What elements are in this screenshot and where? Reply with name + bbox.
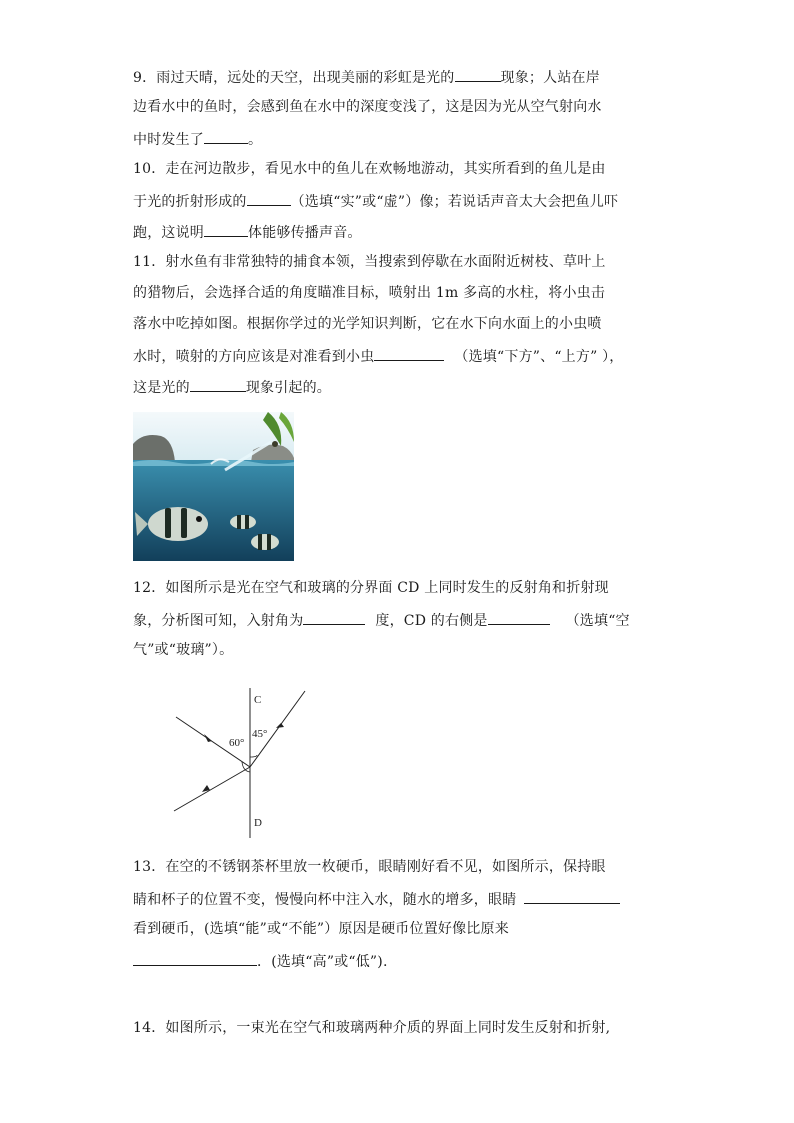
- angle-label-60: 60°: [229, 737, 245, 749]
- refraction-diagram: [168, 683, 318, 843]
- answer-blank[interactable]: [455, 66, 501, 82]
- q13-line-1: 13．在空的不锈钢茶杯里放一枚硬币，眼睛刚好看不见，如图所示，保持眼: [133, 859, 606, 875]
- q14-line-1: 14．如图所示，一束光在空气和玻璃两种介质的界面上同时发生反射和折射,: [133, 1020, 611, 1036]
- label-d: D: [254, 817, 262, 829]
- arrow-icon: [276, 723, 284, 728]
- answer-blank[interactable]: [374, 345, 444, 361]
- angle-label-45: 45°: [252, 728, 268, 740]
- answer-blank[interactable]: [524, 888, 620, 904]
- answer-blank[interactable]: [190, 376, 246, 392]
- fish-icon: [230, 515, 256, 529]
- q11-line-1: 11．射水鱼有非常独特的捕食本领，当搜索到停歇在水面附近树枝、草叶上: [133, 254, 606, 270]
- angle-arc: [250, 755, 257, 757]
- q9-line-3: 中时发生了 。: [133, 128, 262, 150]
- q13-line-2: 睛和杯子的位置不变，慢慢向杯中注入水，随水的增多，眼睛: [133, 888, 620, 910]
- q12-line-2: 象，分析图可知，入射角为 度，CD 的右侧是 （选填“空: [133, 609, 630, 631]
- q12-line-1: 12．如图所示是光在空气和玻璃的分界面 CD 上同时发生的反射角和折射现: [133, 580, 609, 596]
- q11-line-4: 水时，喷射的方向应该是对准看到小虫 （选填“下方”、“上方” ），: [133, 345, 624, 367]
- q10-line-2: 于光的折射形成的 （选填“实”或“虚”）像；若说话声音太大会把鱼儿吓: [133, 190, 618, 212]
- answer-blank[interactable]: [133, 950, 257, 966]
- answer-blank[interactable]: [204, 128, 248, 144]
- insect-icon: [272, 441, 278, 447]
- q12-line-3: 气”或“玻璃”）。: [133, 642, 234, 658]
- answer-blank[interactable]: [303, 609, 365, 625]
- ray-lower-left: [174, 767, 250, 811]
- q9-line-2: 边看水中的鱼时，会感到鱼在水中的深度变浅了，这是因为光从空气射向水: [133, 99, 602, 115]
- q13-line-3: 看到硬币，(选填“能”或“不能”）原因是硬币位置好像比原来: [133, 921, 509, 937]
- answer-blank[interactable]: [247, 190, 291, 206]
- archerfish-illustration: [133, 412, 294, 561]
- arrow-icon: [204, 734, 212, 742]
- q10-line-1: 10．走在河边散步，看见水中的鱼儿在欢畅地游动，其实所看到的鱼儿是由: [133, 161, 606, 177]
- q13-line-4: ．(选填“高”或“低”).: [133, 950, 388, 972]
- fish-icon: [251, 534, 279, 550]
- answer-blank[interactable]: [204, 221, 248, 237]
- q10-line-3: 跑，这说明 体能够传播声音。: [133, 221, 362, 243]
- q11-line-5: 这是光的 现象引起的。: [133, 376, 331, 398]
- q11-line-3: 落水中吃掉如图。根据你学过的光学知识判断，它在水下向水面上的小虫喷: [133, 316, 602, 332]
- label-c: C: [254, 694, 262, 706]
- archerfish-photo: [133, 412, 294, 561]
- q9-line-1: 9．雨过天晴，远处的天空，出现美丽的彩虹是光的 现象；人站在岸: [133, 66, 600, 88]
- answer-blank[interactable]: [488, 609, 550, 625]
- q11-line-2: 的猎物后，会选择合适的角度瞄准目标，喷射出 1m 多高的水柱，将小虫击: [133, 285, 606, 301]
